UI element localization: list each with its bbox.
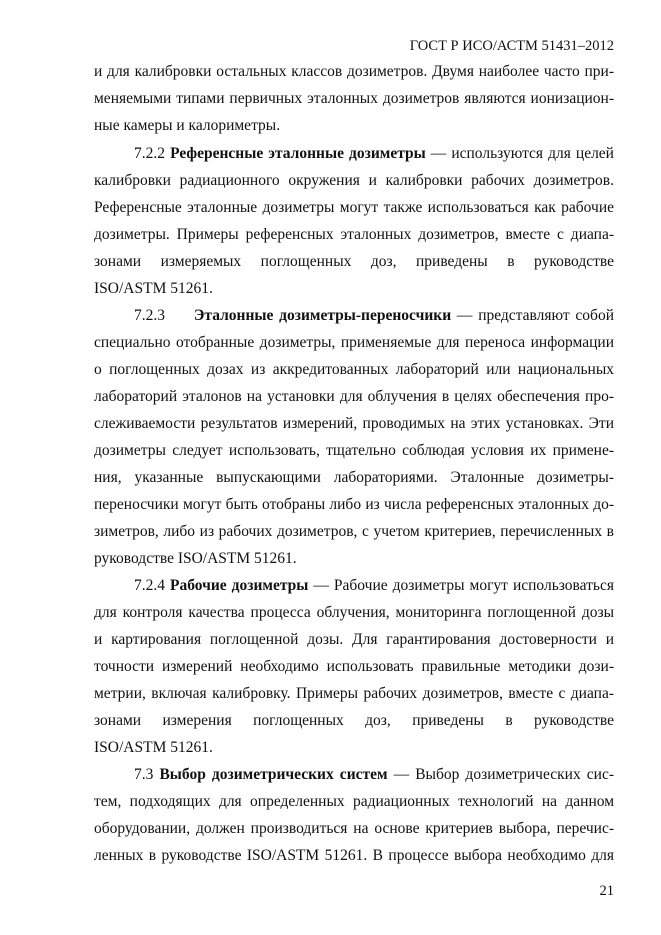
text-line: калибровки радиационного окружения и калибровки рабочих дозиметров. [94,172,614,189]
section-heading-7-2-3 [134,306,614,326]
page-number: 21 [599,883,614,899]
text-line: зонами измерения поглощенных доз, приведены в руководстве [94,712,614,729]
text-line: руководстве ISO/ASTM 51261. [94,550,297,567]
text-line: для контроля качества процесса облучения, мониторинга поглощенной дозы [94,604,614,621]
section-text: — используются для целей [425,145,614,162]
text-line: зонами измеряемых поглощенных доз, приведены в руководстве [94,253,614,270]
text-line: тем, подходящих для определенных радиационных технологий на данном [94,793,614,810]
text-line: точности измерений необходимо использовать правильные методики дози- [94,658,614,675]
section-text: — представляют собой [451,307,614,324]
text-line: переносчики могут быть отобраны либо из числа референсных эталонных до- [94,496,614,513]
text-line: о поглощенных дозах из аккредитованных лабораторий или национальных [94,361,614,378]
text-line: слеживаемости результатов измерений, проводимых на этих установках. Эти [94,415,614,432]
text-line: лабораторий эталонов на установки для облучения в целях обеспечения про- [94,388,614,405]
text-line: зиметров, либо из рабочих дозиметров, с учетом критериев, перечисленных в [94,523,614,540]
text-line: метрии, включая калибровку. Примеры рабочих дозиметров, вместе с диапа- [94,685,614,702]
section-title: Референсные эталонные дозиметры [170,145,426,162]
section-text: — Рабочие дозиметры могут использоваться [308,577,614,594]
text-line: дозиметры следует использовать, тщательно соблюдая условия их примене- [94,442,614,459]
text-line: ные камеры и калориметры. [94,117,281,134]
section-text: — Выбор дозиметрических сис- [387,766,614,783]
text-line: оборудовании, должен производиться на основе критериев выбора, перечис- [94,820,614,837]
text-line: меняемыми типами первичных эталонных дозиметров являются ионизацион- [94,90,614,107]
text-line: ISO/ASTM 51261. [94,280,213,297]
text-line: Референсные эталонные дозиметры могут также использоваться как рабочие [94,199,614,216]
text-line: ISO/ASTM 51261. [94,739,213,756]
section-heading-7-2-2 [134,144,614,164]
text-line: и картирования поглощенной дозы. Для гарантирования достоверности и [94,631,614,648]
document-header: ГОСТ Р ИСО/АСТМ 51431–2012 [409,38,614,54]
section-number: 7.2.3 [134,307,165,324]
section-title: Эталонные дозиметры-переносчики [193,307,452,324]
text-line: и для калибровки остальных классов дозиметров. Двумя наиболее часто при- [94,63,614,80]
section-title: Выбор дозиметрических систем [159,766,388,783]
section-number: 7.3 [134,766,154,783]
text-line: ния, указанные выпускающими лабораториями. Эталонные дозиметры- [94,469,614,486]
section-heading-7-3 [134,765,614,785]
text-line: дозиметры. Примеры референсных эталонных дозиметров, вместе с диапа- [94,226,614,243]
section-number: 7.2.2 [134,145,165,162]
text-line: специально отобранные дозиметры, применяемые для переноса информации [94,334,614,351]
section-heading-7-2-4 [134,576,614,596]
section-number: 7.2.4 [134,577,165,594]
text-line: ленных в руководстве ISO/ASTM 51261. В процессе выбора необходимо для [94,847,614,864]
section-title: Рабочие дозиметры [170,577,309,594]
